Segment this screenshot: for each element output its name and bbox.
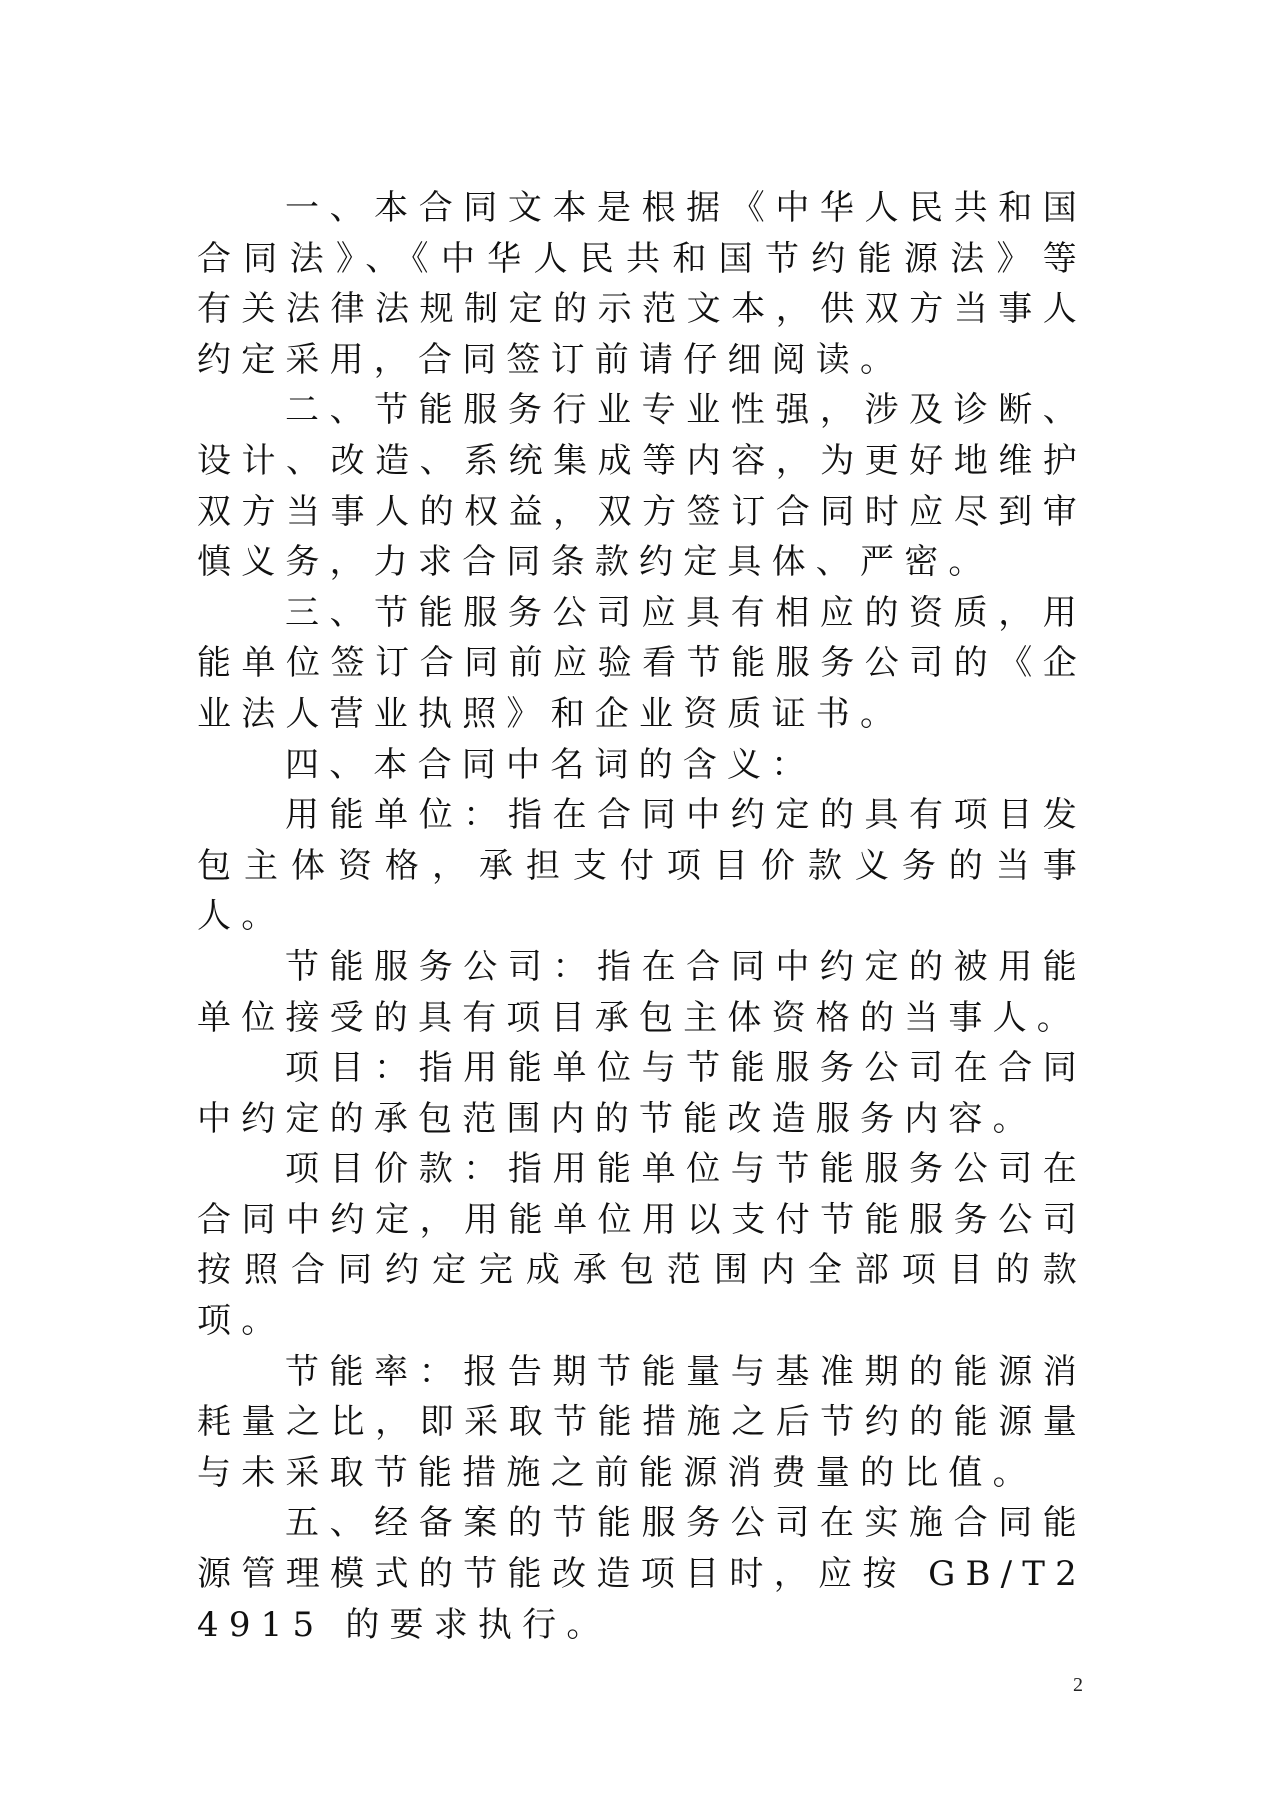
clause-4-heading: 四、本合同中名词的含义： bbox=[285, 744, 816, 785]
definition-energy-saving-rate: 节能率：报告期节能量与基准期的能源消耗量之比，即采取节能措施之后节约的能源量与未采取节能措施之前能源消费量的比值。 bbox=[197, 1351, 1087, 1493]
clause-3-paragraph: 三、节能服务公司应具有相应的资质，用能单位签订合同前应验看节能服务公司的《企业法人营业执照》和企业资质证书。 bbox=[197, 592, 1087, 734]
page-number: 2 bbox=[1073, 1674, 1083, 1696]
document-body bbox=[197, 183, 1087, 1650]
definition-project-price: 项目价款：指用能单位与节能服务公司在合同中约定，用能单位用以支付节能服务公司按照合同约定完成承包范围内全部项目的款项。 bbox=[197, 1149, 1087, 1342]
definition-energy-service-company: 节能服务公司：指在合同中约定的被用能单位接受的具有项目承包主体资格的当事人。 bbox=[197, 946, 1087, 1038]
clause-2-paragraph: 二、节能服务行业专业性强，涉及诊断、设计、改造、系统集成等内容，为更好地维护双方当事人的权益，双方签订合同时应尽到审慎义务，力求合同条款约定具体、严密。 bbox=[197, 390, 1087, 583]
definition-project: 项目：指用能单位与节能服务公司在合同中约定的承包范围内的节能改造服务内容。 bbox=[197, 1048, 1087, 1139]
clause-1-paragraph: 一、本合同文本是根据《中华人民共和国合同法》、《中华人民共和国节约能源法》等有关法律法规制定的示范文本，供双方当事人约定采用，合同签订前请仔细阅读。 bbox=[197, 188, 1087, 380]
definition-energy-user: 用能单位：指在合同中约定的具有项目发包主体资格，承担支付项目价款义务的当事人。 bbox=[197, 795, 1087, 937]
clause-5-paragraph: 五、经备案的节能服务公司在实施合同能源管理模式的节能改造项目时，应按 GB/T24915 的要求执行。 bbox=[197, 1503, 1087, 1645]
